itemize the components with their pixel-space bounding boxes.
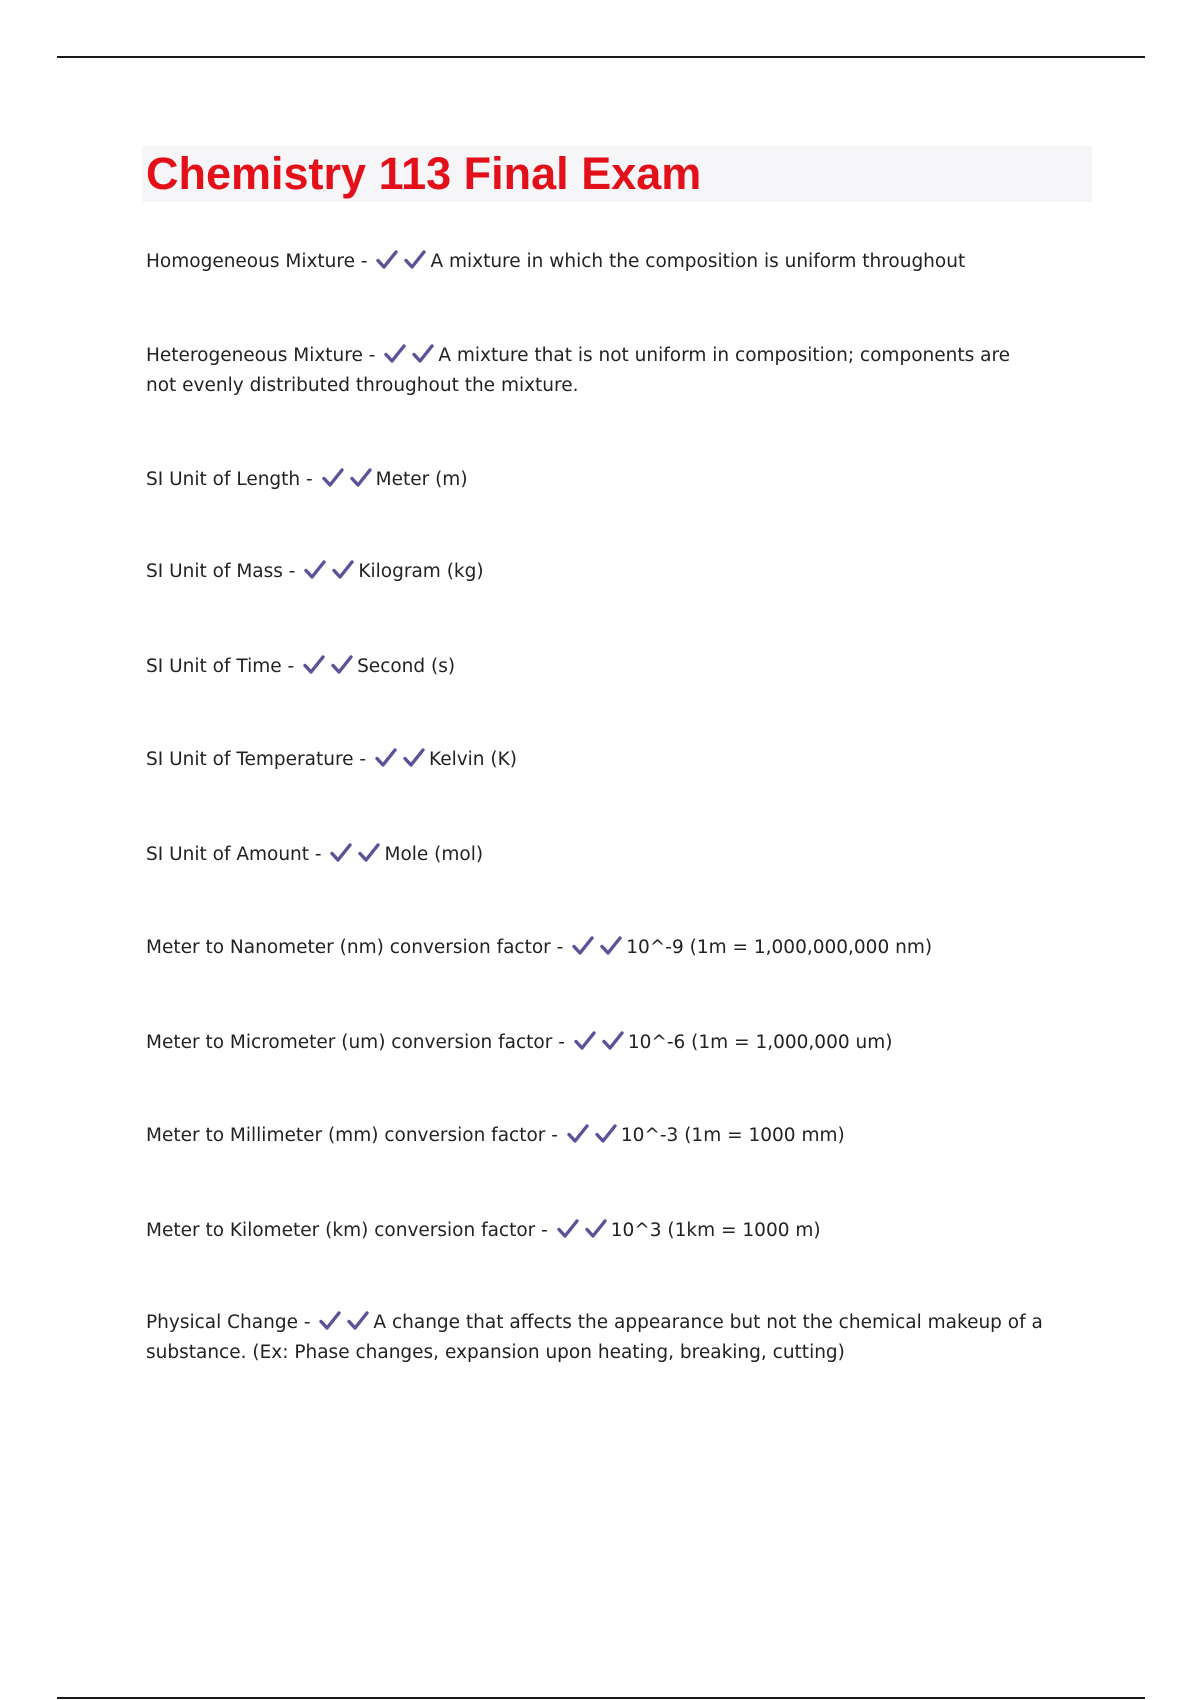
check-icon — [375, 747, 397, 769]
check-icon — [567, 1123, 589, 1145]
separator: - — [281, 656, 295, 677]
term: Meter to Kilometer (km) conversion factor — [146, 1220, 536, 1241]
check-icon — [595, 1123, 617, 1145]
definition: Meter (m) — [375, 469, 468, 490]
qa-entry-physical-change — [146, 1308, 1046, 1368]
separator: - — [552, 1032, 565, 1053]
qa-entry-homogeneous — [146, 247, 1046, 277]
check-icon — [331, 654, 353, 676]
definition: Kilogram (kg) — [358, 561, 484, 582]
separator: - — [354, 251, 368, 272]
separator: - — [282, 561, 296, 582]
definition: A change that affects the appearance but not the chemical makeup of a substance. (Ex: Phase changes, expansion upon heating, breaking, cutting) — [146, 1312, 1043, 1363]
qa-entry-kilometer — [146, 1216, 1046, 1246]
qa-entry-si-amount — [146, 840, 1046, 870]
definition: Mole (mol) — [384, 844, 484, 865]
check-icon — [602, 1030, 624, 1052]
check-icon — [358, 842, 380, 864]
qa-entry-si-time — [146, 652, 1046, 682]
definition: 10^-9 (1m = 1,000,000,000 nm) — [626, 937, 933, 958]
check-icon — [600, 935, 622, 957]
qa-entry-heterogeneous — [146, 341, 1046, 401]
definition: 10^3 (1km = 1000 m) — [610, 1220, 821, 1241]
check-icon — [332, 559, 354, 581]
term: Meter to Nanometer (nm) conversion factor — [146, 937, 551, 958]
check-icon — [319, 1310, 341, 1332]
check-icon — [572, 935, 594, 957]
separator: - — [535, 1220, 548, 1241]
separator: - — [353, 749, 367, 770]
separator: - — [550, 937, 564, 958]
check-icon — [557, 1218, 579, 1240]
term: Heterogeneous Mixture — [146, 345, 363, 366]
check-icon — [347, 1310, 369, 1332]
qa-entry-millimeter — [146, 1121, 1046, 1151]
qa-entry-si-temperature — [146, 745, 1046, 775]
check-icon — [304, 559, 326, 581]
qa-entry-nanometer — [146, 933, 1046, 963]
term: Homogeneous Mixture — [146, 251, 355, 272]
term: SI Unit of Temperature — [146, 749, 354, 770]
check-icon — [404, 249, 426, 271]
definition: 10^-6 (1m = 1,000,000 um) — [627, 1032, 893, 1053]
term: Meter to Micrometer (um) conversion factor — [146, 1032, 553, 1053]
separator: - — [362, 345, 376, 366]
check-icon — [322, 467, 344, 489]
bottom-rule — [57, 1697, 1145, 1699]
definition: Kelvin (K) — [428, 749, 517, 770]
check-icon — [574, 1030, 596, 1052]
qa-entry-micrometer — [146, 1028, 1046, 1058]
separator: - — [545, 1125, 558, 1146]
check-icon — [376, 249, 398, 271]
term: SI Unit of Mass — [146, 561, 283, 582]
definition: A mixture in which the composition is uniform throughout — [430, 251, 966, 272]
term: Meter to Millimeter (mm) conversion factor — [146, 1125, 546, 1146]
check-icon — [403, 747, 425, 769]
term: SI Unit of Length — [146, 469, 301, 490]
check-icon — [384, 343, 406, 365]
check-icon — [412, 343, 434, 365]
qa-entry-si-mass — [146, 557, 1046, 587]
separator: - — [309, 844, 322, 865]
term: Physical Change — [146, 1312, 298, 1333]
separator: - — [297, 1312, 311, 1333]
check-icon — [585, 1218, 607, 1240]
definition: Second (s) — [357, 656, 456, 677]
check-icon — [330, 842, 352, 864]
check-icon — [350, 467, 372, 489]
check-icon — [303, 654, 325, 676]
term: SI Unit of Time — [146, 656, 282, 677]
page-title: Chemistry 113 Final Exam — [146, 148, 702, 199]
separator: - — [300, 469, 313, 490]
definition: A mixture that is not uniform in composition; components are not evenly distributed throughout the mixture. — [146, 345, 1011, 396]
top-rule — [57, 56, 1145, 58]
definition: 10^-3 (1m = 1000 mm) — [620, 1125, 845, 1146]
qa-entry-si-length — [146, 465, 1046, 495]
term: SI Unit of Amount — [146, 844, 310, 865]
